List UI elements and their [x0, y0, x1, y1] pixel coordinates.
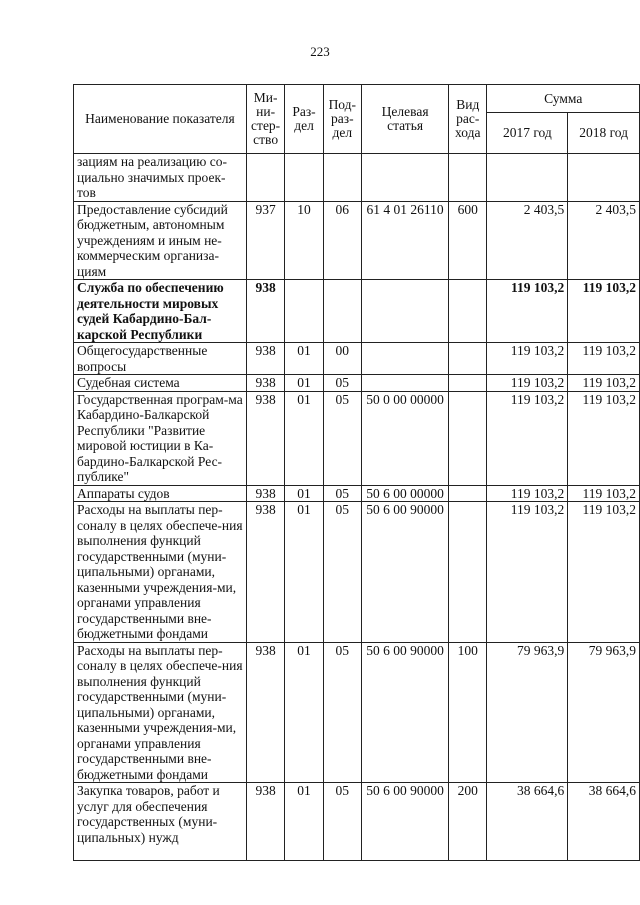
row-target: 50 6 00 90000 — [362, 642, 449, 783]
table-row — [74, 343, 640, 375]
table-row — [74, 391, 640, 485]
row-subsection: 05 — [323, 485, 362, 502]
row-sum-2018: 38 664,6 — [568, 783, 640, 861]
row-target — [362, 280, 449, 343]
row-ministry: 938 — [246, 502, 285, 643]
row-ministry: 937 — [246, 201, 285, 280]
row-name: Судебная система — [74, 375, 247, 392]
row-ministry: 938 — [246, 343, 285, 375]
table-header — [74, 85, 640, 154]
row-target: 50 6 00 90000 — [362, 783, 449, 861]
row-name: Расходы на выплаты пер-соналу в целях обеспече-ния выполнения функций государственными (муни-ципальными) органами, казенными учреждения-ми, органами управления государственными вне-бюджетными фондами — [74, 642, 247, 783]
row-expense-type — [449, 391, 487, 485]
row-name: зациям на реализацию со-циально значимых проек-тов — [74, 154, 247, 202]
table-row — [74, 485, 640, 502]
row-target: 61 4 01 26110 — [362, 201, 449, 280]
row-sum-2018 — [568, 154, 640, 202]
row-section: 01 — [285, 343, 323, 375]
row-section — [285, 154, 323, 202]
row-sum-2018: 119 103,2 — [568, 343, 640, 375]
row-ministry: 938 — [246, 485, 285, 502]
header-expense-type: Вид рас-хода — [449, 85, 487, 154]
row-section: 01 — [285, 485, 323, 502]
header-subsection: Под-раз-дел — [323, 85, 362, 154]
table-row — [74, 280, 640, 343]
row-sum-2017: 119 103,2 — [487, 391, 568, 485]
table-body — [74, 154, 640, 861]
row-expense-type — [449, 343, 487, 375]
row-target — [362, 154, 449, 202]
table-row — [74, 502, 640, 643]
row-target — [362, 375, 449, 392]
header-ministry: Ми-ни-стер-ство — [246, 85, 285, 154]
row-sum-2018: 79 963,9 — [568, 642, 640, 783]
header-section: Раз-дел — [285, 85, 323, 154]
header-year-2017: 2017 год — [487, 113, 568, 154]
row-sum-2017: 79 963,9 — [487, 642, 568, 783]
row-sum-2018: 2 403,5 — [568, 201, 640, 280]
row-subsection — [323, 280, 362, 343]
row-name: Аппараты судов — [74, 485, 247, 502]
row-ministry: 938 — [246, 642, 285, 783]
row-name: Служба по обеспечению деятельности мировых судей Кабардино-Бал-карской Республики — [74, 280, 247, 343]
row-sum-2017: 119 103,2 — [487, 485, 568, 502]
row-ministry: 938 — [246, 391, 285, 485]
budget-table — [73, 84, 640, 861]
row-sum-2017: 119 103,2 — [487, 375, 568, 392]
row-subsection: 05 — [323, 642, 362, 783]
row-name: Общегосударственные вопросы — [74, 343, 247, 375]
row-expense-type: 100 — [449, 642, 487, 783]
row-ministry: 938 — [246, 783, 285, 861]
row-expense-type: 200 — [449, 783, 487, 861]
row-subsection: 05 — [323, 783, 362, 861]
row-sum-2017: 119 103,2 — [487, 280, 568, 343]
header-year-2018: 2018 год — [568, 113, 640, 154]
row-target: 50 0 00 00000 — [362, 391, 449, 485]
row-sum-2017: 119 103,2 — [487, 502, 568, 643]
row-section: 01 — [285, 391, 323, 485]
row-sum-2018: 119 103,2 — [568, 280, 640, 343]
table-row — [74, 375, 640, 392]
row-subsection: 05 — [323, 375, 362, 392]
row-name: Закупка товаров, работ и услуг для обеспечения государственных (муни-ципальных) нужд — [74, 783, 247, 861]
header-target: Целевая статья — [362, 85, 449, 154]
row-expense-type — [449, 154, 487, 202]
row-subsection: 00 — [323, 343, 362, 375]
row-section: 01 — [285, 502, 323, 643]
row-target: 50 6 00 90000 — [362, 502, 449, 643]
row-subsection: 06 — [323, 201, 362, 280]
header-name: Наименование показателя — [74, 85, 247, 154]
row-name: Расходы на выплаты пер-соналу в целях обеспече-ния выполнения функций государственными (муни-ципальными) органами, казенными учреждения-ми, органами управления государственными вне-бюджетными фондами — [74, 502, 247, 643]
row-name: Государственная програм-ма Кабардино-Балкарской Республики "Развитие мировой юстиции в Ка-бардино-Балкарской Рес-публике" — [74, 391, 247, 485]
row-sum-2017: 2 403,5 — [487, 201, 568, 280]
row-subsection: 05 — [323, 502, 362, 643]
row-sum-2018: 119 103,2 — [568, 502, 640, 643]
table-row — [74, 154, 640, 202]
row-subsection: 05 — [323, 391, 362, 485]
row-target: 50 6 00 00000 — [362, 485, 449, 502]
row-section: 01 — [285, 642, 323, 783]
row-sum-2017 — [487, 154, 568, 202]
row-sum-2017: 38 664,6 — [487, 783, 568, 861]
page-number: 223 — [310, 44, 330, 59]
row-section — [285, 280, 323, 343]
table-row — [74, 201, 640, 280]
row-section: 01 — [285, 375, 323, 392]
row-expense-type — [449, 280, 487, 343]
row-sum-2018: 119 103,2 — [568, 391, 640, 485]
row-subsection — [323, 154, 362, 202]
row-expense-type — [449, 485, 487, 502]
row-section: 10 — [285, 201, 323, 280]
row-section: 01 — [285, 783, 323, 861]
header-sum: Сумма — [487, 85, 640, 113]
row-expense-type — [449, 502, 487, 643]
table-row — [74, 642, 640, 783]
row-ministry: 938 — [246, 375, 285, 392]
row-sum-2017: 119 103,2 — [487, 343, 568, 375]
row-sum-2018: 119 103,2 — [568, 485, 640, 502]
row-expense-type: 600 — [449, 201, 487, 280]
row-expense-type — [449, 375, 487, 392]
row-ministry — [246, 154, 285, 202]
table-row — [74, 783, 640, 861]
row-sum-2018: 119 103,2 — [568, 375, 640, 392]
row-target — [362, 343, 449, 375]
row-ministry: 938 — [246, 280, 285, 343]
row-name: Предоставление субсидий бюджетным, автономным учреждениям и иным не-коммерческим организа-циям — [74, 201, 247, 280]
